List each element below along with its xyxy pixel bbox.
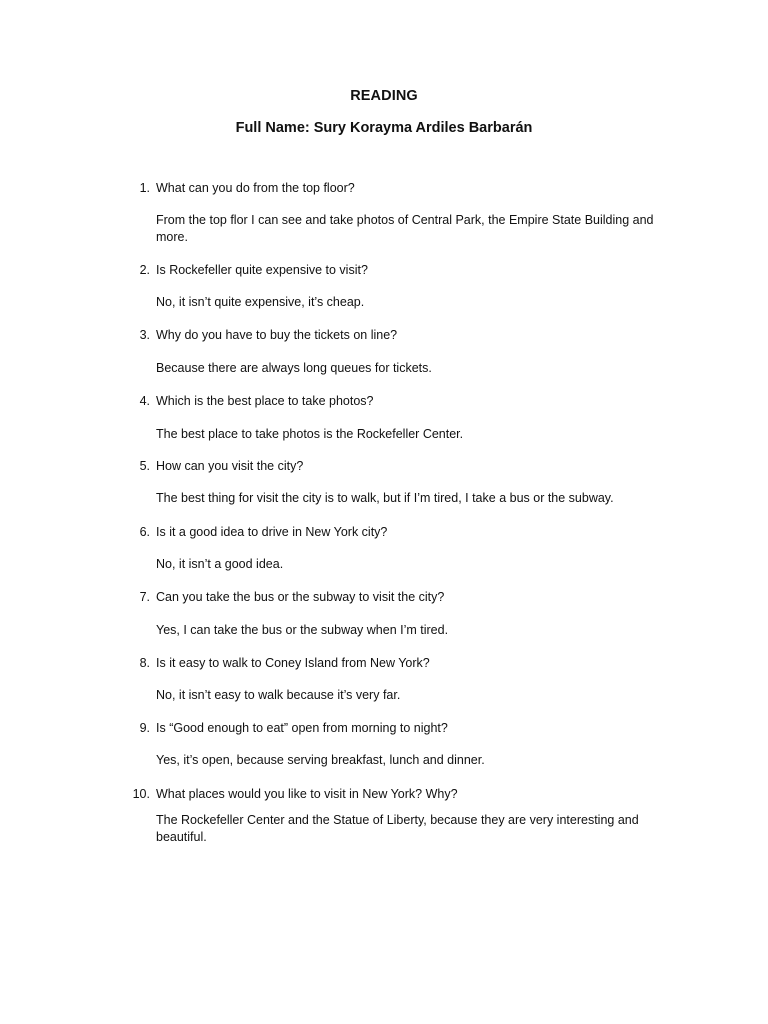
answer-text: The best place to take photos is the Rockefeller Center. (156, 427, 464, 441)
page-title: READING (350, 88, 418, 104)
answer-text: Yes, it’s open, because serving breakfast, lunch and dinner. (156, 753, 485, 767)
question-text: Can you take the bus or the subway to visit the city? (156, 590, 445, 604)
answer-text: The Rockefeller Center and the Statue of Liberty, because they are very interesting and beautiful. (156, 813, 639, 844)
answer-text: No, it isn’t easy to walk because it’s very far. (156, 688, 401, 702)
question-text: How can you visit the city? (156, 459, 304, 473)
question-text: Is Rockefeller quite expensive to visit? (156, 263, 368, 277)
question-number: 7. (139, 590, 150, 604)
answer-text: No, it isn’t quite expensive, it’s cheap. (156, 295, 365, 309)
question-number: 4. (139, 394, 150, 408)
full-name-label: Full Name: (235, 120, 310, 136)
question-number: 10. (132, 787, 150, 801)
question-text: What can you do from the top floor? (156, 181, 355, 195)
question-number: 5. (139, 459, 150, 473)
answer-text: Because there are always long queues for tickets. (156, 361, 432, 375)
question-number: 1. (139, 181, 150, 195)
question-number: 6. (139, 525, 150, 539)
question-number: 8. (139, 656, 150, 670)
question-text: Why do you have to buy the tickets on line? (156, 328, 398, 342)
question-number: 9. (139, 721, 150, 735)
answer-text: From the top flor I can see and take photos of Central Park, the Empire State Building and more. (156, 213, 654, 244)
answer-text: No, it isn’t a good idea. (156, 557, 284, 571)
question-text: Is it a good idea to drive in New York city? (156, 525, 388, 539)
full-name-value: Sury Korayma Ardiles Barbarán (313, 120, 533, 136)
question-text: Is “Good enough to eat” open from morning to night? (156, 721, 448, 735)
question-text: Is it easy to walk to Coney Island from New York? (156, 656, 430, 670)
question-text: What places would you like to visit in New York? Why? (156, 787, 458, 801)
answer-text: Yes, I can take the bus or the subway when I’m tired. (156, 623, 449, 637)
question-text: Which is the best place to take photos? (156, 394, 374, 408)
question-number: 2. (139, 263, 150, 277)
question-number: 3. (139, 328, 150, 342)
answer-text: The best thing for visit the city is to walk, but if I’m tired, I take a bus or the subway. (156, 491, 614, 505)
